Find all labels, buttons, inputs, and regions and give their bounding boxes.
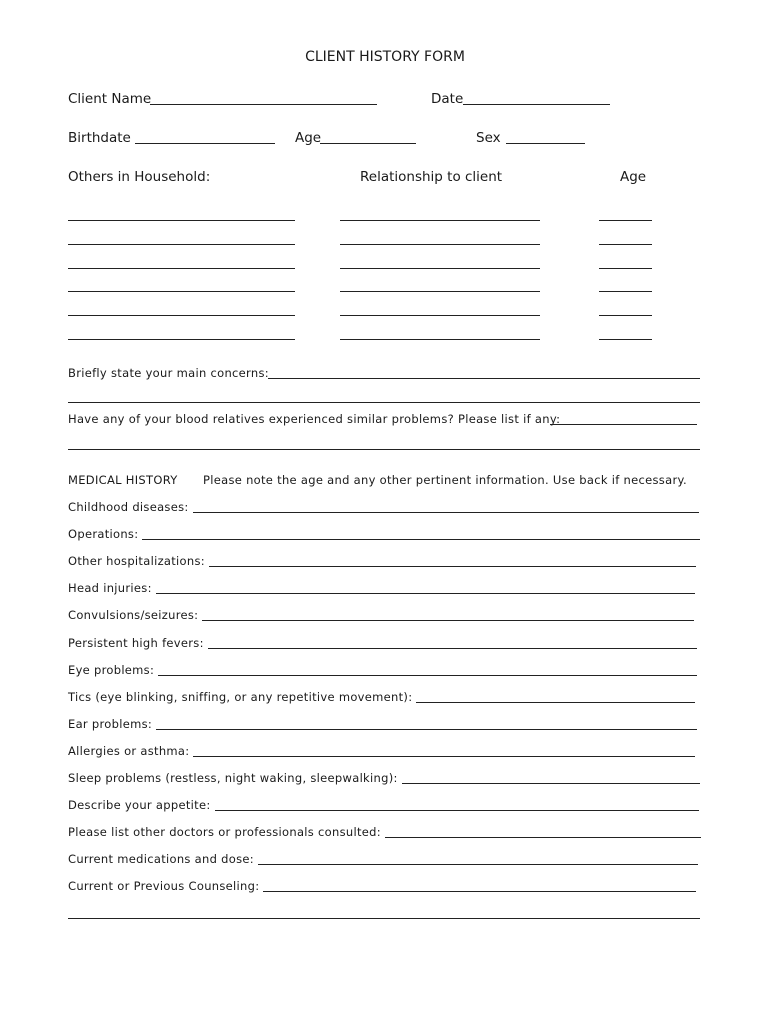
household-name-field[interactable] <box>68 291 295 292</box>
household-age-header: Age <box>620 169 647 185</box>
medical-history-item-label: Please list other doctors or professionals consulted: <box>68 825 381 840</box>
main-concerns-field[interactable] <box>268 378 700 379</box>
medical-history-item-label: Describe your appetite: <box>68 798 211 813</box>
medical-history-item <box>68 500 708 516</box>
household-relationship-field[interactable] <box>340 244 540 245</box>
medical-history-heading: MEDICAL HISTORY <box>68 473 178 487</box>
blood-relatives-field[interactable] <box>550 424 697 425</box>
medical-history-item-label: Ear problems: <box>68 716 153 731</box>
medical-history-item-field[interactable] <box>215 810 699 811</box>
household-relationship-field[interactable] <box>340 339 540 340</box>
medical-history-item <box>68 879 708 895</box>
medical-history-item-field[interactable] <box>193 512 699 513</box>
main-concerns-label: Briefly state your main concerns: <box>68 366 269 380</box>
medical-history-item <box>68 636 708 652</box>
medical-history-item-field[interactable] <box>193 756 695 757</box>
age-label: Age <box>295 130 322 146</box>
client-name-field[interactable] <box>150 104 377 105</box>
medical-history-item-label: Tics (eye blinking, sniffing, or any repetitive movement): <box>68 689 413 704</box>
blood-relatives-label: Have any of your blood relatives experienced similar problems? Please list if any: <box>68 412 561 426</box>
medical-history-item <box>68 852 708 868</box>
medical-history-item-label: Current or Previous Counseling: <box>68 879 260 894</box>
relationship-header: Relationship to client <box>360 169 503 185</box>
household-header: Others in Household: <box>68 169 211 185</box>
medical-history-item-field[interactable] <box>416 702 695 703</box>
medical-history-item <box>68 663 708 679</box>
household-age-field[interactable] <box>599 220 652 221</box>
medical-history-item-label: Eye problems: <box>68 662 155 677</box>
medical-history-item <box>68 581 708 597</box>
medical-history-item-field[interactable] <box>142 539 700 540</box>
medical-history-item-label: Persistent high fevers: <box>68 635 204 650</box>
date-label: Date <box>431 91 464 107</box>
medical-history-item <box>68 527 708 543</box>
blood-relatives-field-continued[interactable] <box>68 449 700 450</box>
medical-history-item <box>68 554 708 570</box>
medical-history-item-field[interactable] <box>258 864 698 865</box>
date-field[interactable] <box>463 104 610 105</box>
medical-history-item-field[interactable] <box>158 675 697 676</box>
medical-history-item-label: Operations: <box>68 527 139 542</box>
medical-history-item <box>68 690 708 706</box>
household-age-field[interactable] <box>599 315 652 316</box>
household-relationship-field[interactable] <box>340 268 540 269</box>
birthdate-label: Birthdate <box>68 130 131 146</box>
medical-history-item-field[interactable] <box>402 783 700 784</box>
household-name-field[interactable] <box>68 244 295 245</box>
form-title: CLIENT HISTORY FORM <box>305 49 465 65</box>
medical-history-item-label: Current medications and dose: <box>68 852 254 867</box>
client-name-label: Client Name <box>68 91 152 107</box>
medical-history-instruction: Please note the age and any other pertinent information. Use back if necessary. <box>203 473 687 487</box>
medical-history-item-field[interactable] <box>263 891 696 892</box>
sex-field[interactable] <box>506 143 585 144</box>
medical-history-item-field[interactable] <box>208 648 697 649</box>
household-name-field[interactable] <box>68 339 295 340</box>
medical-history-item-field[interactable] <box>385 837 701 838</box>
household-relationship-field[interactable] <box>340 220 540 221</box>
household-age-field[interactable] <box>599 291 652 292</box>
household-age-field[interactable] <box>599 268 652 269</box>
medical-history-item <box>68 771 708 787</box>
medical-history-item-label: Head injuries: <box>68 581 152 596</box>
medical-history-item <box>68 744 708 760</box>
counseling-field-continued[interactable] <box>68 918 700 919</box>
sex-label: Sex <box>476 130 501 146</box>
household-age-field[interactable] <box>599 244 652 245</box>
main-concerns-field-continued[interactable] <box>68 402 700 403</box>
medical-history-item-field[interactable] <box>156 593 695 594</box>
medical-history-item <box>68 608 708 624</box>
household-name-field[interactable] <box>68 315 295 316</box>
medical-history-item-field[interactable] <box>156 729 697 730</box>
medical-history-item <box>68 717 708 733</box>
household-name-field[interactable] <box>68 268 295 269</box>
medical-history-item-label: Convulsions/seizures: <box>68 608 199 623</box>
household-name-field[interactable] <box>68 220 295 221</box>
medical-history-item-label: Childhood diseases: <box>68 500 189 514</box>
medical-history-item <box>68 798 708 814</box>
medical-history-item-field[interactable] <box>202 620 694 621</box>
medical-history-item <box>68 825 708 841</box>
household-relationship-field[interactable] <box>340 291 540 292</box>
medical-history-item-label: Sleep problems (restless, night waking, sleepwalking): <box>68 771 398 785</box>
household-age-field[interactable] <box>599 339 652 340</box>
medical-history-item-label: Allergies or asthma: <box>68 743 190 758</box>
medical-history-item-label: Other hospitalizations: <box>68 554 205 569</box>
medical-history-item-field[interactable] <box>209 566 696 567</box>
birthdate-field[interactable] <box>135 143 275 144</box>
age-field[interactable] <box>320 143 416 144</box>
household-relationship-field[interactable] <box>340 315 540 316</box>
